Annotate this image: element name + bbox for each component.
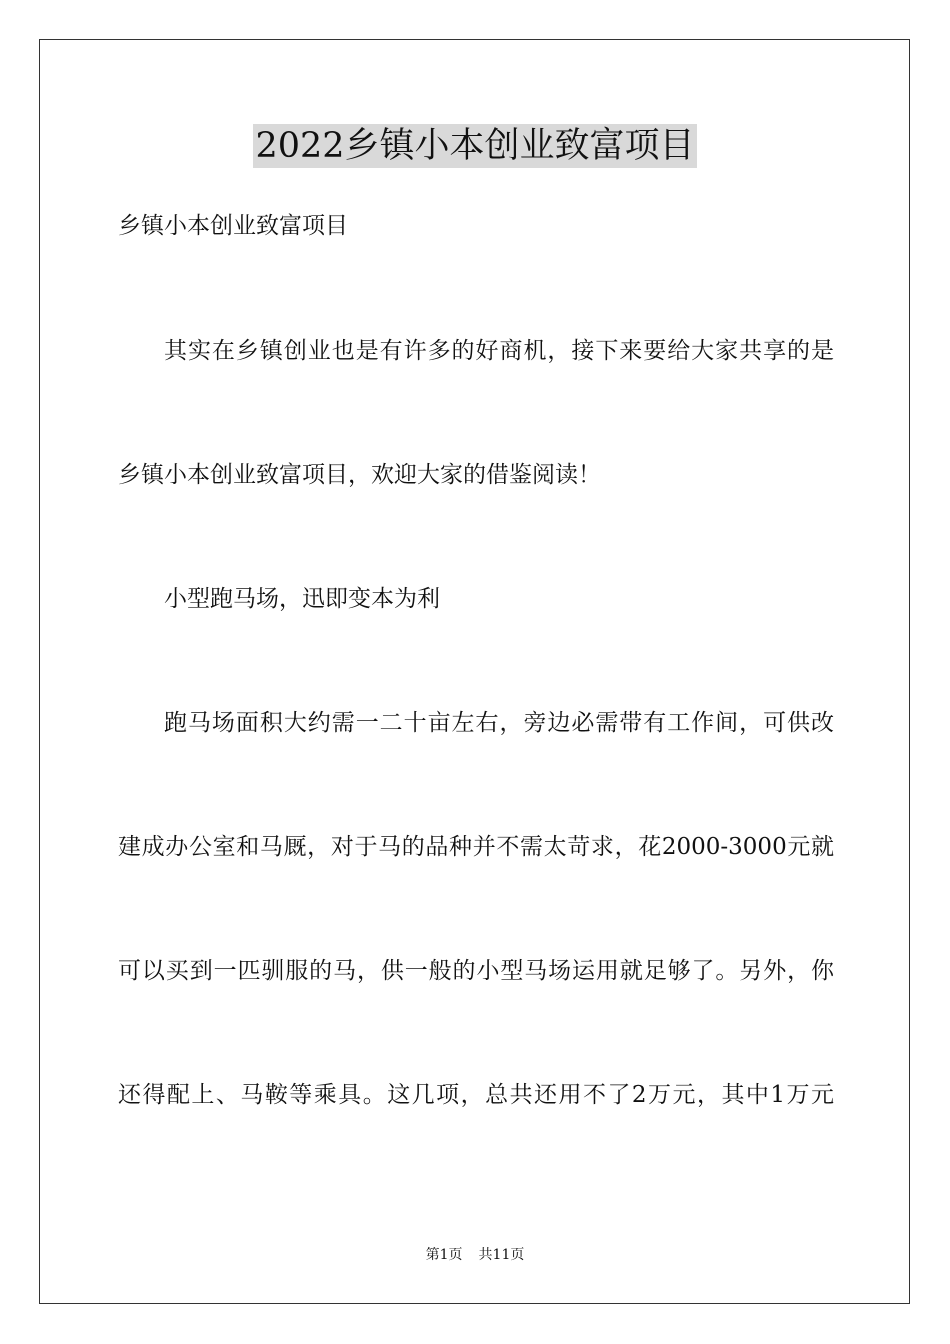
page-number: 第1页 [425,1247,463,1263]
title-container [0,124,950,168]
paragraph-line: 其实在乡镇创业也是有许多的好商机，接下来要给大家共享的是 [164,338,834,364]
paragraph-line: 可以买到一匹驯服的马，供一般的小型马场运用就足够了。另外，你 [118,958,834,984]
paragraph-line: 建成办公室和马厩，对于马的品种并不需太苛求，花2000-3000元就 [118,834,834,860]
section-heading: 小型跑马场，迅即变本为利 [164,586,440,612]
paragraph-line: 还得配上、马鞍等乘具。这几项，总共还用不了2万元，其中1万元 [118,1082,834,1108]
subtitle-line: 乡镇小本创业致富项目 [118,213,348,239]
page-footer [0,1246,950,1264]
paragraph-line: 跑马场面积大约需一二十亩左右，旁边必需带有工作间，可供改 [164,710,834,736]
paragraph-line: 乡镇小本创业致富项目，欢迎大家的借鉴阅读！ [118,462,601,488]
page-total: 共11页 [478,1247,525,1263]
document-title: 2022乡镇小本创业致富项目 [255,126,695,166]
